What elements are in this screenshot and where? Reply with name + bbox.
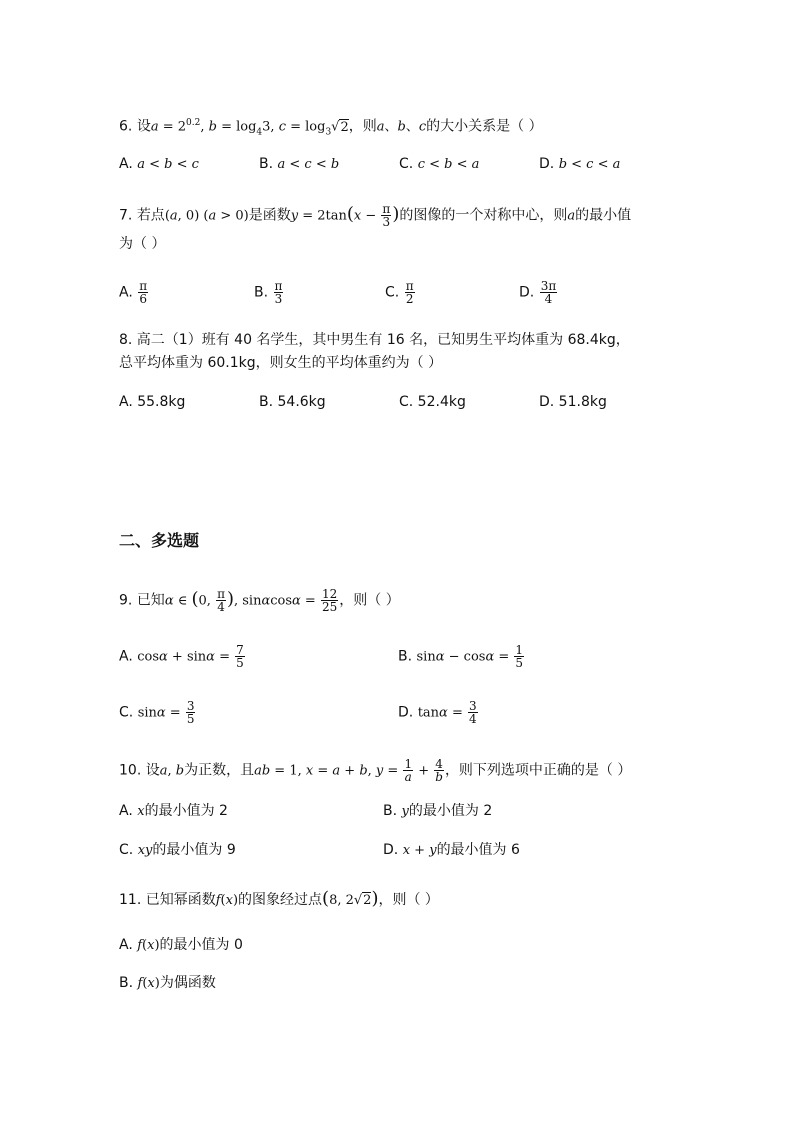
option-b[interactable]: B. $\frac{\pi}{3}$ xyxy=(254,279,283,306)
option-b[interactable]: B. 54.6kg xyxy=(259,394,326,410)
question-7: 7. 若点(a, 0) (a > 0)是函数y = 2tan(x − $\frac{\pi}{3}$ )的图像的一个对称中心，则a的最小值 xyxy=(119,202,632,229)
option-b[interactable]: B. sinα − cosα = $\frac{1}{5}$ xyxy=(398,643,524,670)
question-text: 的大小关系是（ ） xyxy=(426,118,543,135)
question-text: ，则 xyxy=(348,118,377,135)
option-a[interactable]: A. cosα + sinα = $\frac{7}{5}$ xyxy=(119,643,244,670)
question-8-line2: 总平均体重为 60.1kg，则女生的平均体重约为（ ） xyxy=(119,355,443,371)
option-c[interactable]: C. 52.4kg xyxy=(399,394,466,410)
option-b[interactable]: B. y的最小值为 2 xyxy=(383,803,493,819)
option-d[interactable]: D. $\frac{3\pi}{4}$ xyxy=(519,279,557,306)
question-9: 9. 已知α ∈ (0, $\frac{\pi}{4}$ ), sinαcosα = $\frac{12}{25}$ ，则（ ） xyxy=(119,587,400,614)
option-a[interactable]: A. f(x)的最小值为 0 xyxy=(119,937,243,953)
question-number: 6. xyxy=(119,118,137,135)
option-a[interactable]: A. $\frac{\pi}{6}$ xyxy=(119,279,148,306)
question-6: 6. 设$a = 2^{0.2}$, $b = \log_43$, $c = \log_3√2$，则a、b、c的大小关系是（ ） xyxy=(119,118,543,138)
option-b[interactable]: B. f(x)为偶函数 xyxy=(119,975,216,991)
option-a[interactable]: A. x的最小值为 2 xyxy=(119,803,228,819)
option-c[interactable]: C. xy的最小值为 9 xyxy=(119,842,236,858)
option-a[interactable]: A. 55.8kg xyxy=(119,394,186,410)
option-c[interactable]: C. c < b < a xyxy=(399,156,480,172)
option-a[interactable]: A. a < b < c xyxy=(119,156,199,172)
question-10: 10. 设a, b为正数，且ab = 1, x = a + b, y = $\frac{1}{a}$ + $\frac{4}{b}$ ，则下列选项中正确的是（ ） xyxy=(119,757,632,784)
question-11: 11. 已知幂函数f(x)的图象经过点(8, 2√2)，则（ ） xyxy=(119,888,439,909)
option-d[interactable]: D. b < c < a xyxy=(539,156,621,172)
question-8: 8. 高二（1）班有 40 名学生，其中男生有 16 名，已知男生平均体重为 68.4kg， xyxy=(119,332,630,348)
option-c[interactable]: C. $\frac{\pi}{2}$ xyxy=(385,279,414,306)
question-text: 设 xyxy=(136,118,151,135)
option-c[interactable]: C. sinα = $\frac{3}{5}$ xyxy=(119,699,195,726)
section-heading: 二、多选题 xyxy=(119,531,200,550)
option-b[interactable]: B. a < c < b xyxy=(259,156,340,172)
option-d[interactable]: D. x + y的最小值为 6 xyxy=(383,842,520,858)
option-d[interactable]: D. tanα = $\frac{3}{4}$ xyxy=(398,699,477,726)
option-d[interactable]: D. 51.8kg xyxy=(539,394,607,410)
question-7-line2: 为（ ） xyxy=(119,236,166,252)
